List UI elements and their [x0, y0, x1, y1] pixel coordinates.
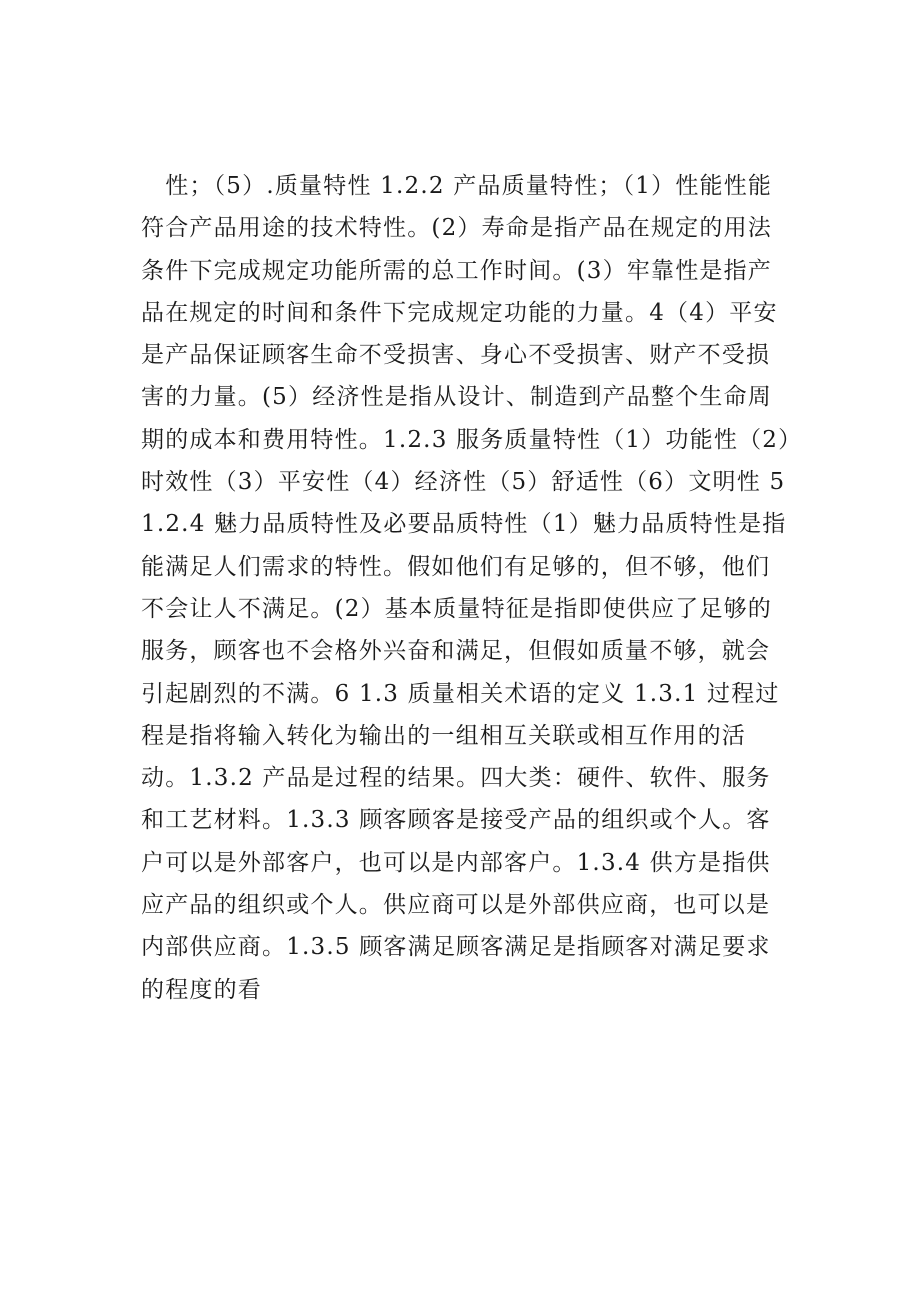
text-line: 应产品的组织或个人。供应商可以是外部供应商，也可以是 — [141, 892, 771, 919]
text-line: 期的成本和费用特性。1.2.3 服务质量特性（1）功能性（2） — [141, 426, 803, 453]
text-line: 服务，顾客也不会格外兴奋和满足，但假如质量不够，就会 — [141, 638, 771, 665]
text-line: 品在规定的时间和条件下完成规定功能的力量。4（4）平安 — [141, 299, 778, 326]
text-line: 时效性（3）平安性（4）经济性（5）舒适性（6）文明性 5 — [141, 469, 786, 496]
text-line: 动。1.3.2 产品是过程的结果。四大类：硬件、软件、服务 — [141, 765, 771, 792]
text-line: 条件下完成规定功能所需的总工作时间。(3）牢靠性是指产 — [141, 257, 773, 284]
text-line: 引起剧烈的不满。6 1.3 质量相关术语的定义 1.3.1 过程过 — [141, 680, 780, 707]
text-line: 是产品保证顾客生命不受损害、身心不受损害、财产不受损 — [141, 342, 771, 369]
text-line: 和工艺材料。1.3.3 顾客顾客是接受产品的组织或个人。客 — [141, 807, 771, 834]
text-line: 内部供应商。1.3.5 顾客满足顾客满足是指顾客对满足要求 — [141, 934, 771, 961]
text-line: 的程度的看 — [141, 976, 262, 1003]
text-line: 不会让人不满足。(2）基本质量特征是指即使供应了足够的 — [141, 595, 773, 622]
text-line: 程是指将输入转化为输出的一组相互关联或相互作用的活 — [141, 722, 746, 749]
text-line: 性；（5）.质量特性 1.2.2 产品质量特性；（1）性能性能 — [141, 173, 773, 199]
body-text — [141, 165, 801, 1011]
text-line: 符合产品用途的技术特性。(2）寿命是指产品在规定的用法 — [141, 215, 773, 242]
text-line: 害的力量。(5）经济性是指从设计、制造到产品整个生命周 — [141, 384, 773, 411]
text-line: 1.2.4 魅力品质特性及必要品质特性（1）魅力品质特性是指 — [141, 511, 787, 538]
text-line: 能满足人们需求的特性。假如他们有足够的，但不够，他们 — [141, 553, 771, 580]
text-line: 户可以是外部客户，也可以是内部客户。1.3.4 供方是指供 — [141, 849, 771, 876]
